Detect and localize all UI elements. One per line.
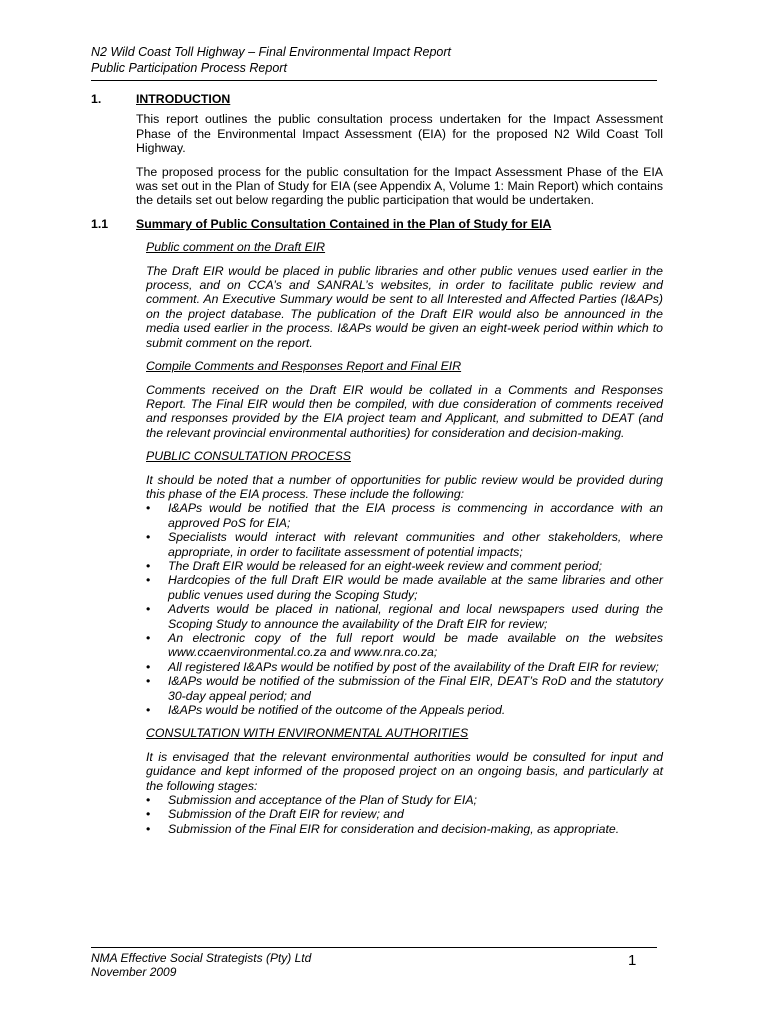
list-item: • I&APs would be notified of the outcome of the Appeals period.	[146, 703, 506, 718]
footer-rule	[91, 947, 657, 948]
compile-comments-paragraph: Comments received on the Draft EIR would be collated in a Comments and Responses Report. The Final EIR would then be compiled, with due consideration of comments received and responses provided by the EIA project team and Applicant, and submitted to DEAT (and the relevant provincial environmental authorities) for consideration and decision-making.	[146, 382, 663, 440]
bullet-icon: •	[146, 558, 151, 573]
subsection-content	[146, 240, 663, 836]
list-item: • The Draft EIR would be released for an eight-week review and comment period;	[146, 558, 603, 573]
bullet-icon: •	[146, 602, 151, 617]
public-consultation-intro: It should be noted that a number of opportunities for public review would be provided during this phase of the EIA process. These include the following:	[146, 472, 663, 501]
running-footer	[91, 951, 311, 979]
list-item: • I&APs would be notified that the EIA process is commencing in accordance with an approved PoS for EIA;	[146, 501, 663, 530]
intro-paragraph: This report outlines the public consultation process undertaken for the Impact Assessment Phase of the Environmental Impact Assessment (EIA) for the proposed N2 Wild Coast Toll Highway.	[136, 112, 663, 156]
footer-company: NMA Effective Social Strategists (Pty) Ltd	[91, 951, 312, 965]
bullet-icon: •	[146, 631, 151, 645]
bullet-icon: •	[146, 530, 151, 545]
footer-date: November 2009	[91, 965, 177, 979]
list-item: • All registered I&APs would be notified by post of the availability of the Draft EIR for review;	[146, 659, 659, 674]
bullet-icon: •	[146, 821, 151, 836]
bullet-icon: •	[146, 793, 151, 808]
header-title: N2 Wild Coast Toll Highway – Final Environmental Impact Report	[91, 45, 451, 59]
header-subtitle: Public Participation Process Report	[91, 61, 287, 75]
intro-paragraph: The proposed process for the public consultation for the Impact Assessment Phase of the EIA was set out in the Plan of Study for EIA (see Appendix A, Volume 1: Main Report) which contains the details set out below regarding the public participation that would be undertaken.	[136, 164, 663, 208]
page-number: 1	[628, 952, 637, 969]
list-item: • I&APs would be notified of the submission of the Final EIR, DEAT’s RoD and the statutory 30-day appeal period; and	[146, 674, 663, 703]
public-comment-paragraph: The Draft EIR would be placed in public libraries and other public venues used earlier in the process, and on CCA’s and SANRAL’s websites, in order to facilitate public review and comment. An Executive Summary would be sent to all Interested and Affected Parties (I&APs) on the project database. The publication of the Draft EIR would also be announced in the media used earlier in the process. I&APs would be given an eight-week period within which to submit comment on the report.	[146, 263, 663, 350]
subsection-heading	[91, 217, 663, 231]
compile-comments-heading: Compile Comments and Responses Report and Final EIR	[146, 359, 462, 374]
authorities-consultation-heading: CONSULTATION WITH ENVIRONMENTAL AUTHORITIES	[146, 726, 469, 741]
section-number: 1.	[91, 92, 102, 106]
list-item: • An electronic copy of the full report would be made available on the websites www.ccaenvironmental.co.za and www.nra.co.za;	[146, 631, 663, 660]
subsection-title: Summary of Public Consultation Contained in the Plan of Study for EIA	[136, 216, 552, 231]
list-item: • Hardcopies of the full Draft EIR would be made available at the same libraries and other public venues used during the Scoping Study;	[146, 573, 663, 602]
bullet-icon: •	[146, 573, 151, 588]
list-item: • Submission of the Draft EIR for review; and	[146, 807, 404, 822]
header-rule	[91, 80, 657, 81]
public-comment-heading: Public comment on the Draft EIR	[146, 240, 326, 255]
list-item: • Submission and acceptance of the Plan of Study for EIA;	[146, 793, 477, 808]
list-item: • Adverts would be placed in national, regional and local newspapers used during the Scoping Study to announce the availability of the Draft EIR for review;	[146, 602, 663, 631]
document-body	[91, 92, 663, 845]
bullet-icon: •	[146, 659, 151, 674]
list-item: • Specialists would interact with relevant communities and other stakeholders, where appropriate, in order to facilitate assessment of potential impacts;	[146, 530, 663, 559]
authorities-consultation-intro: It is envisaged that the relevant environmental authorities would be consulted for input and guidance and kept informed of the proposed project on an ongoing basis, and particularly at the following stages:	[146, 749, 663, 793]
public-consultation-heading: PUBLIC CONSULTATION PROCESS	[146, 449, 351, 464]
section-heading	[91, 92, 663, 106]
authorities-consultation-list	[146, 793, 663, 836]
bullet-icon: •	[146, 501, 151, 516]
section-title: INTRODUCTION	[136, 92, 231, 106]
list-item: • Submission of the Final EIR for consideration and decision-making, as appropriate.	[146, 821, 620, 836]
public-consultation-list	[146, 501, 663, 717]
bullet-icon: •	[146, 807, 151, 822]
subsection-number: 1.1	[91, 216, 109, 231]
bullet-icon: •	[146, 703, 151, 718]
bullet-icon: •	[146, 674, 151, 689]
running-header	[91, 44, 691, 76]
